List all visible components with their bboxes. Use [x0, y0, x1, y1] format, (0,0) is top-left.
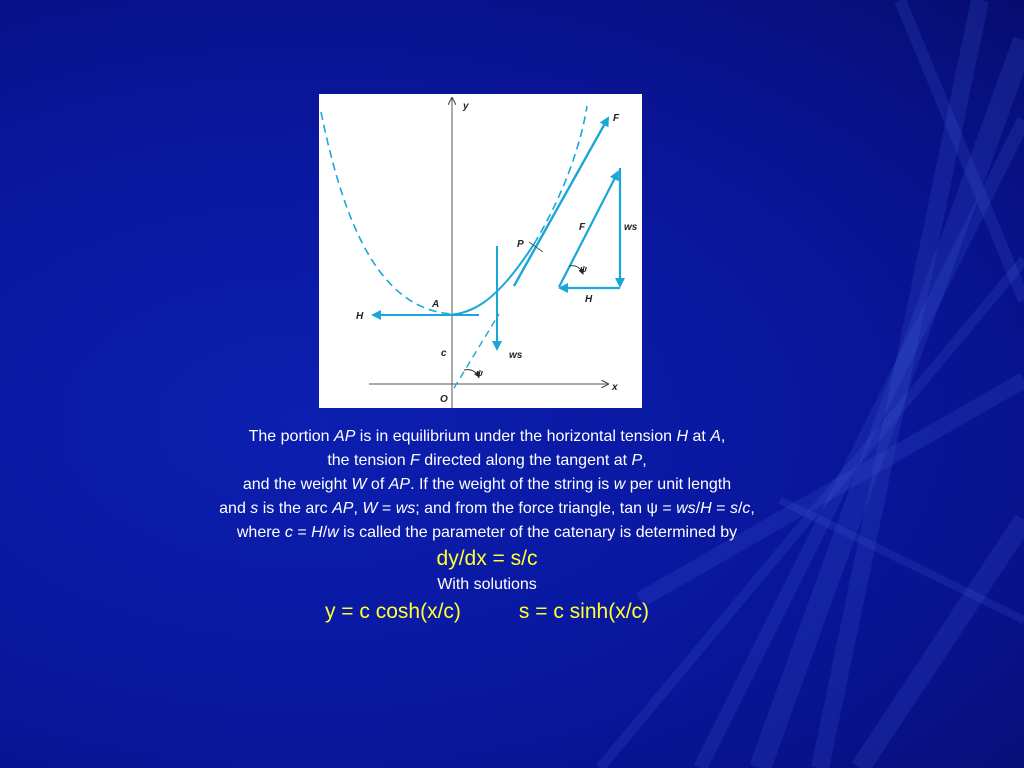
solutions-label: With solutions — [437, 576, 537, 593]
y-axis-label: y — [463, 101, 469, 112]
triangle-ws-label: ws — [624, 222, 638, 233]
catenary-figure-svg — [319, 94, 642, 408]
text-line-2: the tension F directed along the tangent at P, — [327, 452, 647, 469]
tension-h-label: H — [356, 311, 364, 322]
solution-s: s = c sinh(x/c) — [518, 600, 650, 623]
catenary-dashed-left — [321, 112, 452, 314]
tension-f-label: F — [613, 113, 620, 124]
tension-f-arrow — [514, 118, 608, 286]
differential-equation: dy/dx = s/c — [436, 547, 538, 570]
catenary-arc-ap — [439, 244, 534, 315]
explanation-text — [112, 425, 862, 627]
angle-psi-triangle-label: ψ — [580, 264, 587, 274]
triangle-f-label: F — [579, 222, 586, 233]
weight-ws-label: ws — [509, 350, 523, 361]
text-line-1: The portion AP is in equilibrium under the horizontal tension H at A, — [248, 428, 726, 445]
triangle-h-label: H — [585, 294, 593, 305]
catenary-diagram — [319, 94, 642, 408]
text-line-5: where c = H/w is called the parameter of the catenary is determined by — [236, 524, 738, 541]
solution-y: y = c cosh(x/c) — [324, 600, 461, 623]
x-axis-label: x — [612, 382, 618, 393]
text-line-3: and the weight W of AP. If the weight of the string is w per unit length — [242, 476, 732, 493]
angle-psi-label: ψ — [476, 368, 483, 378]
point-p-label: P — [517, 239, 524, 250]
text-line-4: and s is the arc AP, W = ws; and from the force triangle, tan ψ = ws/H = s/c, — [219, 500, 755, 517]
origin-label: O — [440, 394, 448, 405]
solutions-row — [112, 597, 862, 627]
parameter-c-label: c — [441, 348, 447, 359]
point-a-label: A — [432, 299, 440, 310]
